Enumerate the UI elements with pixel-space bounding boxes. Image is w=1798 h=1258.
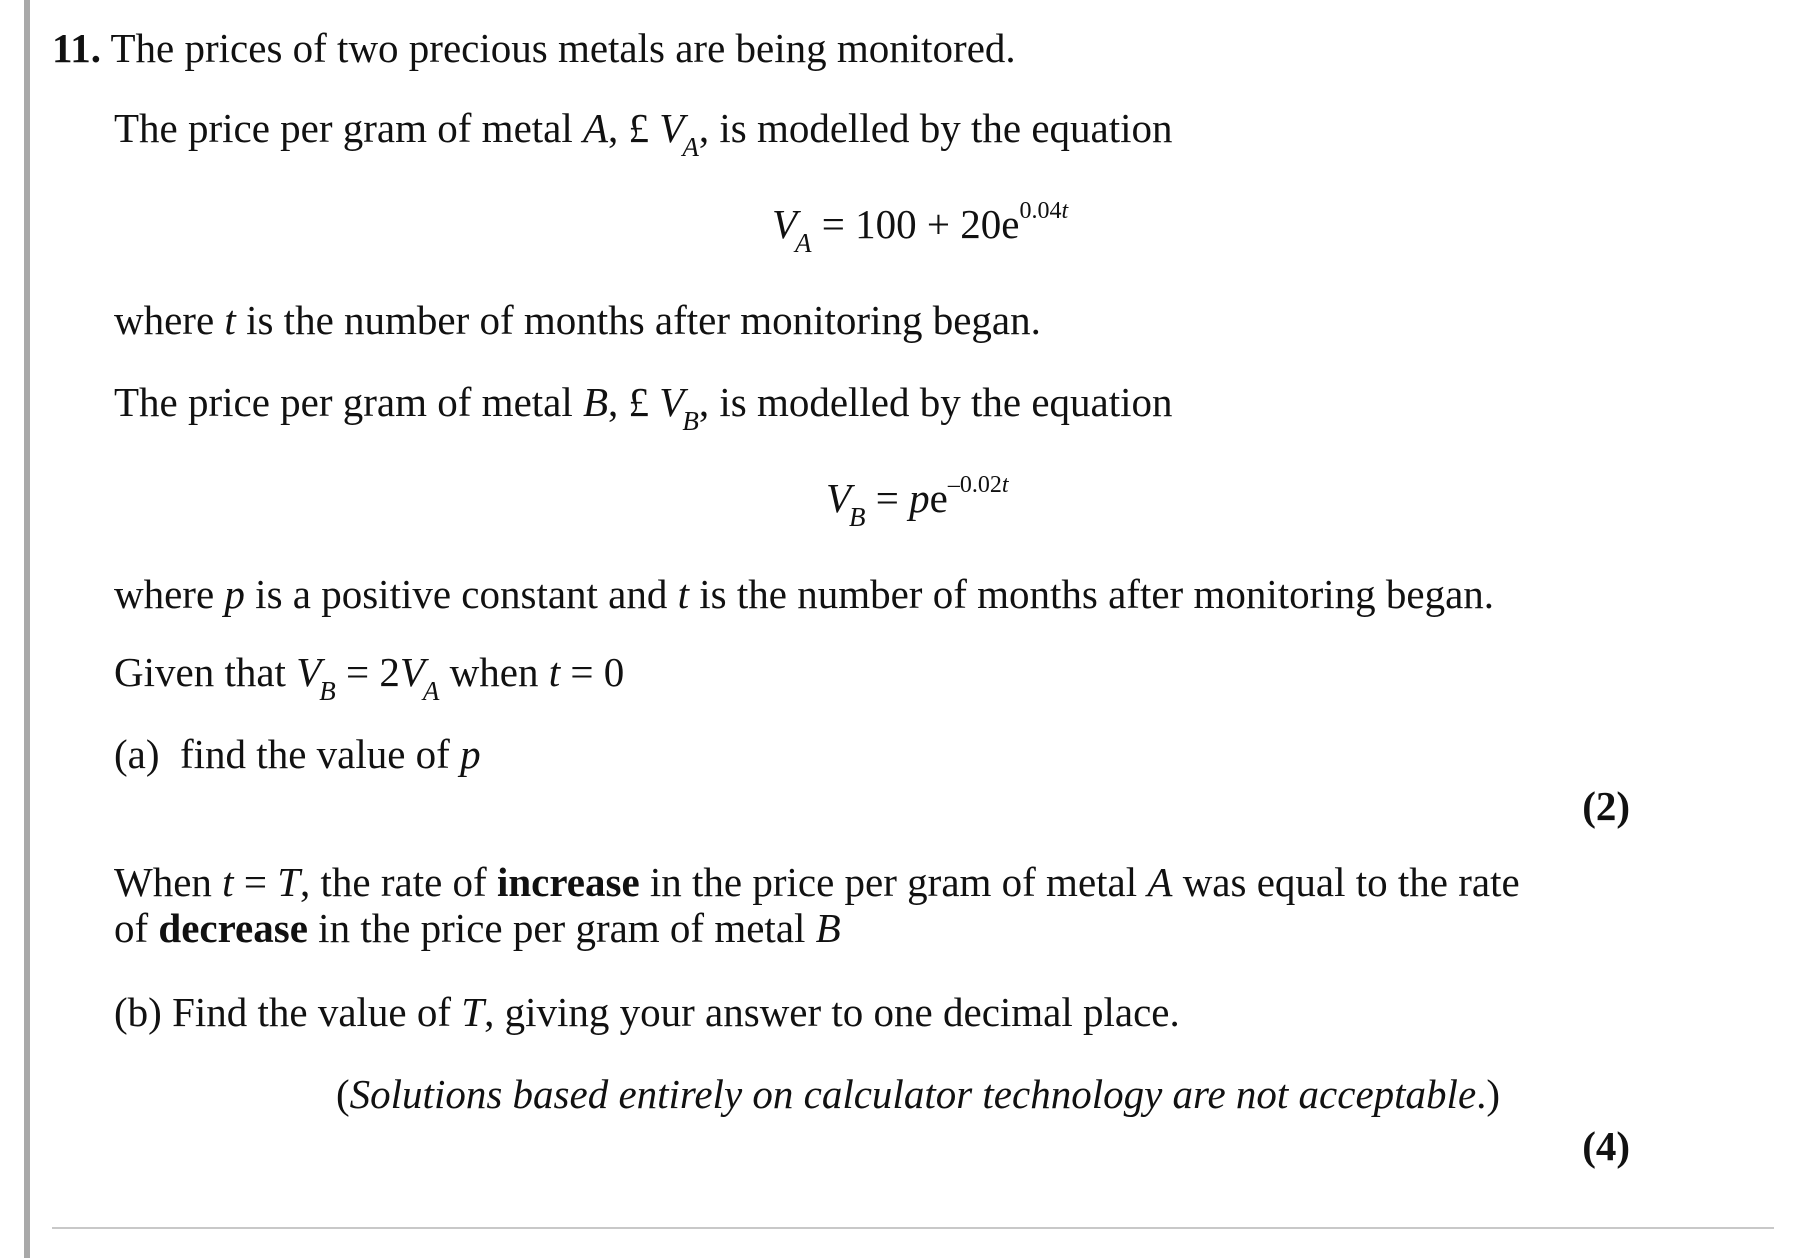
part-a: (a) find the value of p [114, 731, 481, 777]
part-b: (b) Find the value of T, giving your answer to one decimal place. [114, 989, 1180, 1035]
answer-line [52, 1227, 1774, 1229]
equation-a: $V_A = 100 + 20e^{0.04t}$ [772, 198, 1069, 258]
question-number: 11. [52, 25, 101, 71]
question-intro-text: The prices of two precious metals are being monitored. [110, 25, 1016, 71]
where-t-definition-a: where t is the number of months after monitoring began. [114, 297, 1041, 343]
part-b-marks: (4) [1582, 1123, 1630, 1169]
equation-b: $V_B = pe^{-0.02t}$ [826, 472, 1009, 532]
metal-a-description: The price per gram of metal A, £ $V_A$, is modelled by the equation [114, 105, 1173, 162]
metal-b-description: The price per gram of metal B, £ $V_B$, is modelled by the equation [114, 379, 1173, 436]
part-a-label: (a) [114, 731, 160, 777]
where-p-definition: where p is a positive constant and t is the number of months after monitoring began. [114, 571, 1495, 617]
rate-condition-line-2: of decrease in the price per gram of metal B [114, 905, 841, 951]
question-intro [52, 25, 1016, 71]
given-condition: Given that $V_B = 2V_A$ when t = 0 [114, 649, 625, 706]
left-margin-rule [24, 0, 30, 1258]
calculator-note: (Solutions based entirely on calculator technology are not acceptable.) [336, 1071, 1501, 1117]
part-b-label: (b) [114, 989, 162, 1035]
part-a-marks: (2) [1582, 783, 1630, 829]
rate-condition-line-1: When t = T, the rate of increase in the price per gram of metal A was equal to the rate [114, 859, 1520, 905]
